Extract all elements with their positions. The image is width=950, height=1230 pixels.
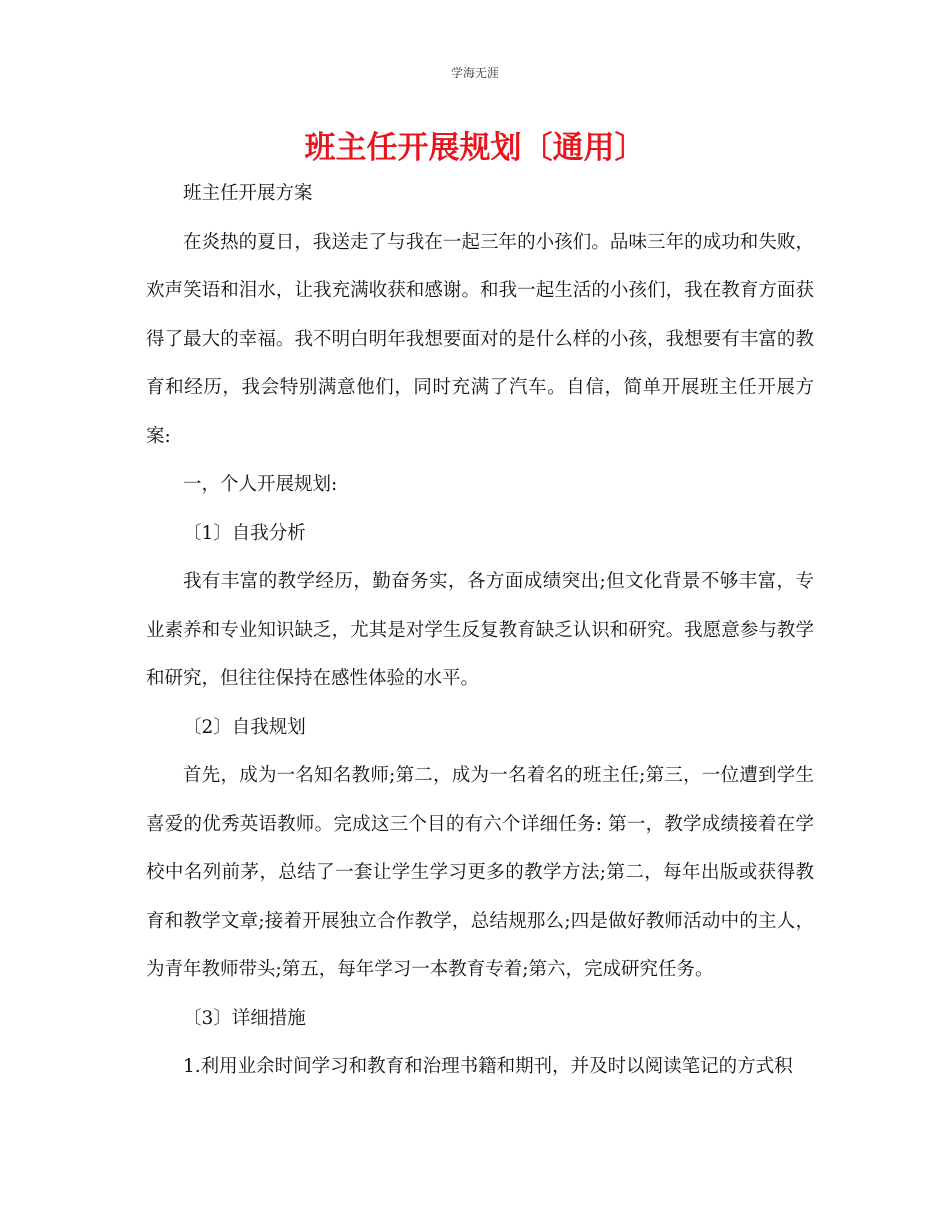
paragraph-intro: 在炎热的夏日，我送走了与我在一起三年的小孩们。品味三年的成功和失败，欢声笑语和泪水，让我充满收获和感谢。和我一起生活的小孩们，我在教育方面获得了最大的幸福。我不明白明年我想要面对的是什么样的小孩，我想要有丰富的教育和经历，我会特别满意他们，同时充满了汽车。自信，简单开展班主任开展方案: — [146, 231, 814, 447]
paragraph-self-analysis-heading: 〔1〕自我分析 — [183, 522, 306, 544]
page-header: 学海无涯 — [450, 66, 499, 80]
paragraph-measures-heading: 〔3〕详细措施 — [183, 1007, 306, 1029]
paragraph-section-heading: 班主任开展方案 — [183, 183, 313, 204]
paragraph-self-analysis: 我有丰富的教学经历，勤奋务实，各方面成绩突出;但文化背景不够丰富，专业素养和专业知识缺乏，尤其是对学生反复教育缺乏认识和研究。我愿意参与教学和研究，但往往保持在感性体验的水平。 — [146, 571, 814, 689]
document-title: 班主任开展规划〔通用〕 — [304, 130, 646, 166]
paragraph-self-plan-heading: 〔2〕自我规划 — [183, 716, 306, 738]
paragraph-part-one-heading: 一，个人开展规划: — [183, 474, 338, 495]
paragraph-self-plan: 首先，成为一名知名教师;第二，成为一名着名的班主任;第三，一位遭到学生喜爱的优秀英语教师。完成这三个目的有六个详细任务: 第一，教学成绩接着在学校中名列前茅，总结了一套让学生学习更多的教学方法;第二，每年出版或获得教育和教学文章;接着开展独立合作教学，总结规那么;四是做好教师活动中的主人，为青年教师带头;第五，每年学习一本教育专着;第六，完成研究任务。 — [146, 765, 814, 980]
paragraph-measure-one: 1.利用业余时间学习和教育和治理书籍和期刊，并及时以阅读笔记的方式积 — [183, 1056, 793, 1077]
document-body — [146, 170, 814, 1092]
